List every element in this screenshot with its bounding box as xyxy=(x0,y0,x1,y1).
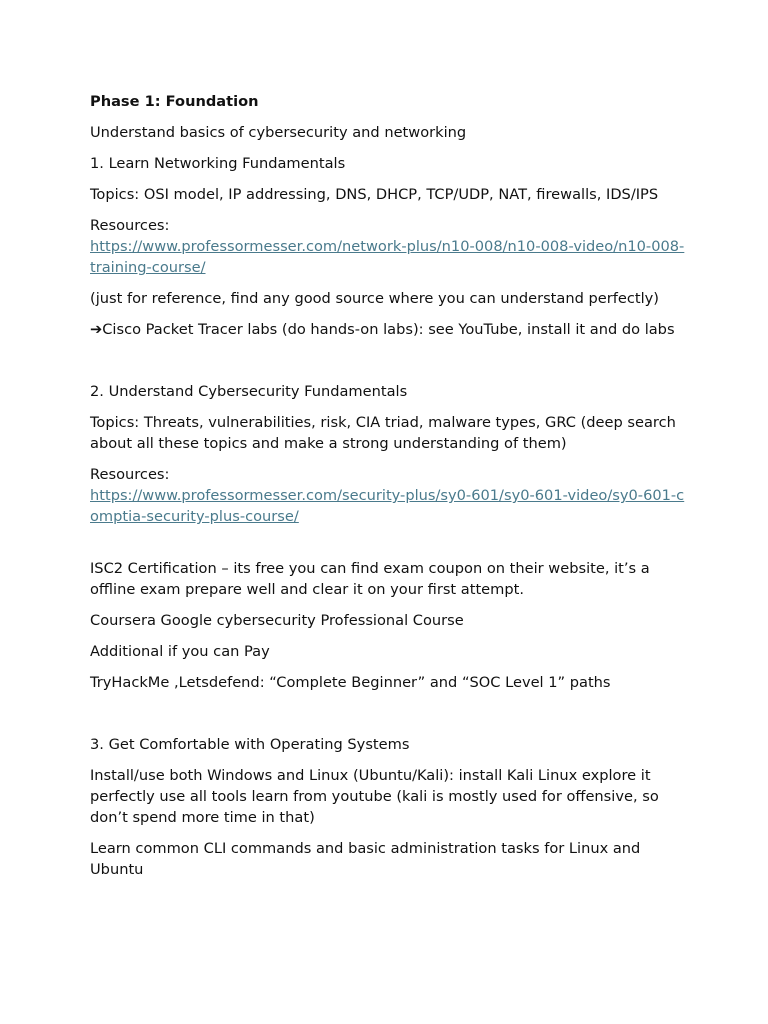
section1-heading: 1. Learn Networking Fundamentals xyxy=(90,155,346,172)
phase-title: Phase 1: Foundation xyxy=(90,93,259,110)
section1-labs: ➔Cisco Packet Tracer labs (do hands-on labs): see YouTube, install it and do labs xyxy=(90,321,675,338)
coursera-paragraph: Coursera Google cybersecurity Professional Course xyxy=(90,612,464,629)
section2-topics: Topics: Threats, vulnerabilities, risk, CIA triad, malware types, GRC (deep search about all these topics and make a strong understanding of them) xyxy=(90,414,676,452)
section1-topics: Topics: OSI model, IP addressing, DNS, DHCP, TCP/UDP, NAT, firewalls, IDS/IPS xyxy=(90,186,659,203)
section1-resources xyxy=(90,215,690,278)
section2-resources xyxy=(90,464,690,527)
section1-resources-link[interactable]: https://www.professormesser.com/network-plus/n10-008/n10-008-video/n10-008-training-course/ xyxy=(90,238,685,276)
section2-resources-link[interactable]: https://www.professormesser.com/security-plus/sy0-601/sy0-601-video/sy0-601-comptia-security-plus-course/ xyxy=(90,487,685,525)
section3-cli: Learn common CLI commands and basic administration tasks for Linux and Ubuntu xyxy=(90,840,641,878)
additional-paragraph: Additional if you can Pay xyxy=(90,643,270,660)
tryhackme-paragraph: TryHackMe ,Letsdefend: “Complete Beginner” and “SOC Level 1” paths xyxy=(90,674,611,691)
section3-install: Install/use both Windows and Linux (Ubuntu/Kali): install Kali Linux explore it perfectly use all tools learn from youtube (kali is mostly used for offensive, so don’t spend more time in that) xyxy=(90,767,659,826)
spacer xyxy=(90,703,690,734)
document-page xyxy=(90,91,690,890)
section1-note: (just for reference, find any good source where you can understand perfectly) xyxy=(90,290,659,307)
section3-heading: 3. Get Comfortable with Operating Systems xyxy=(90,736,410,753)
spacer xyxy=(90,537,690,558)
section1-resources-label: Resources: xyxy=(90,217,170,234)
section2-heading: 2. Understand Cybersecurity Fundamentals xyxy=(90,383,408,400)
isc2-paragraph: ISC2 Certification – its free you can find exam coupon on their website, it’s a offline exam prepare well and clear it on your first attempt. xyxy=(90,560,650,598)
section2-resources-label: Resources: xyxy=(90,466,170,483)
spacer xyxy=(90,350,690,381)
phase-subtitle: Understand basics of cybersecurity and networking xyxy=(90,124,467,141)
